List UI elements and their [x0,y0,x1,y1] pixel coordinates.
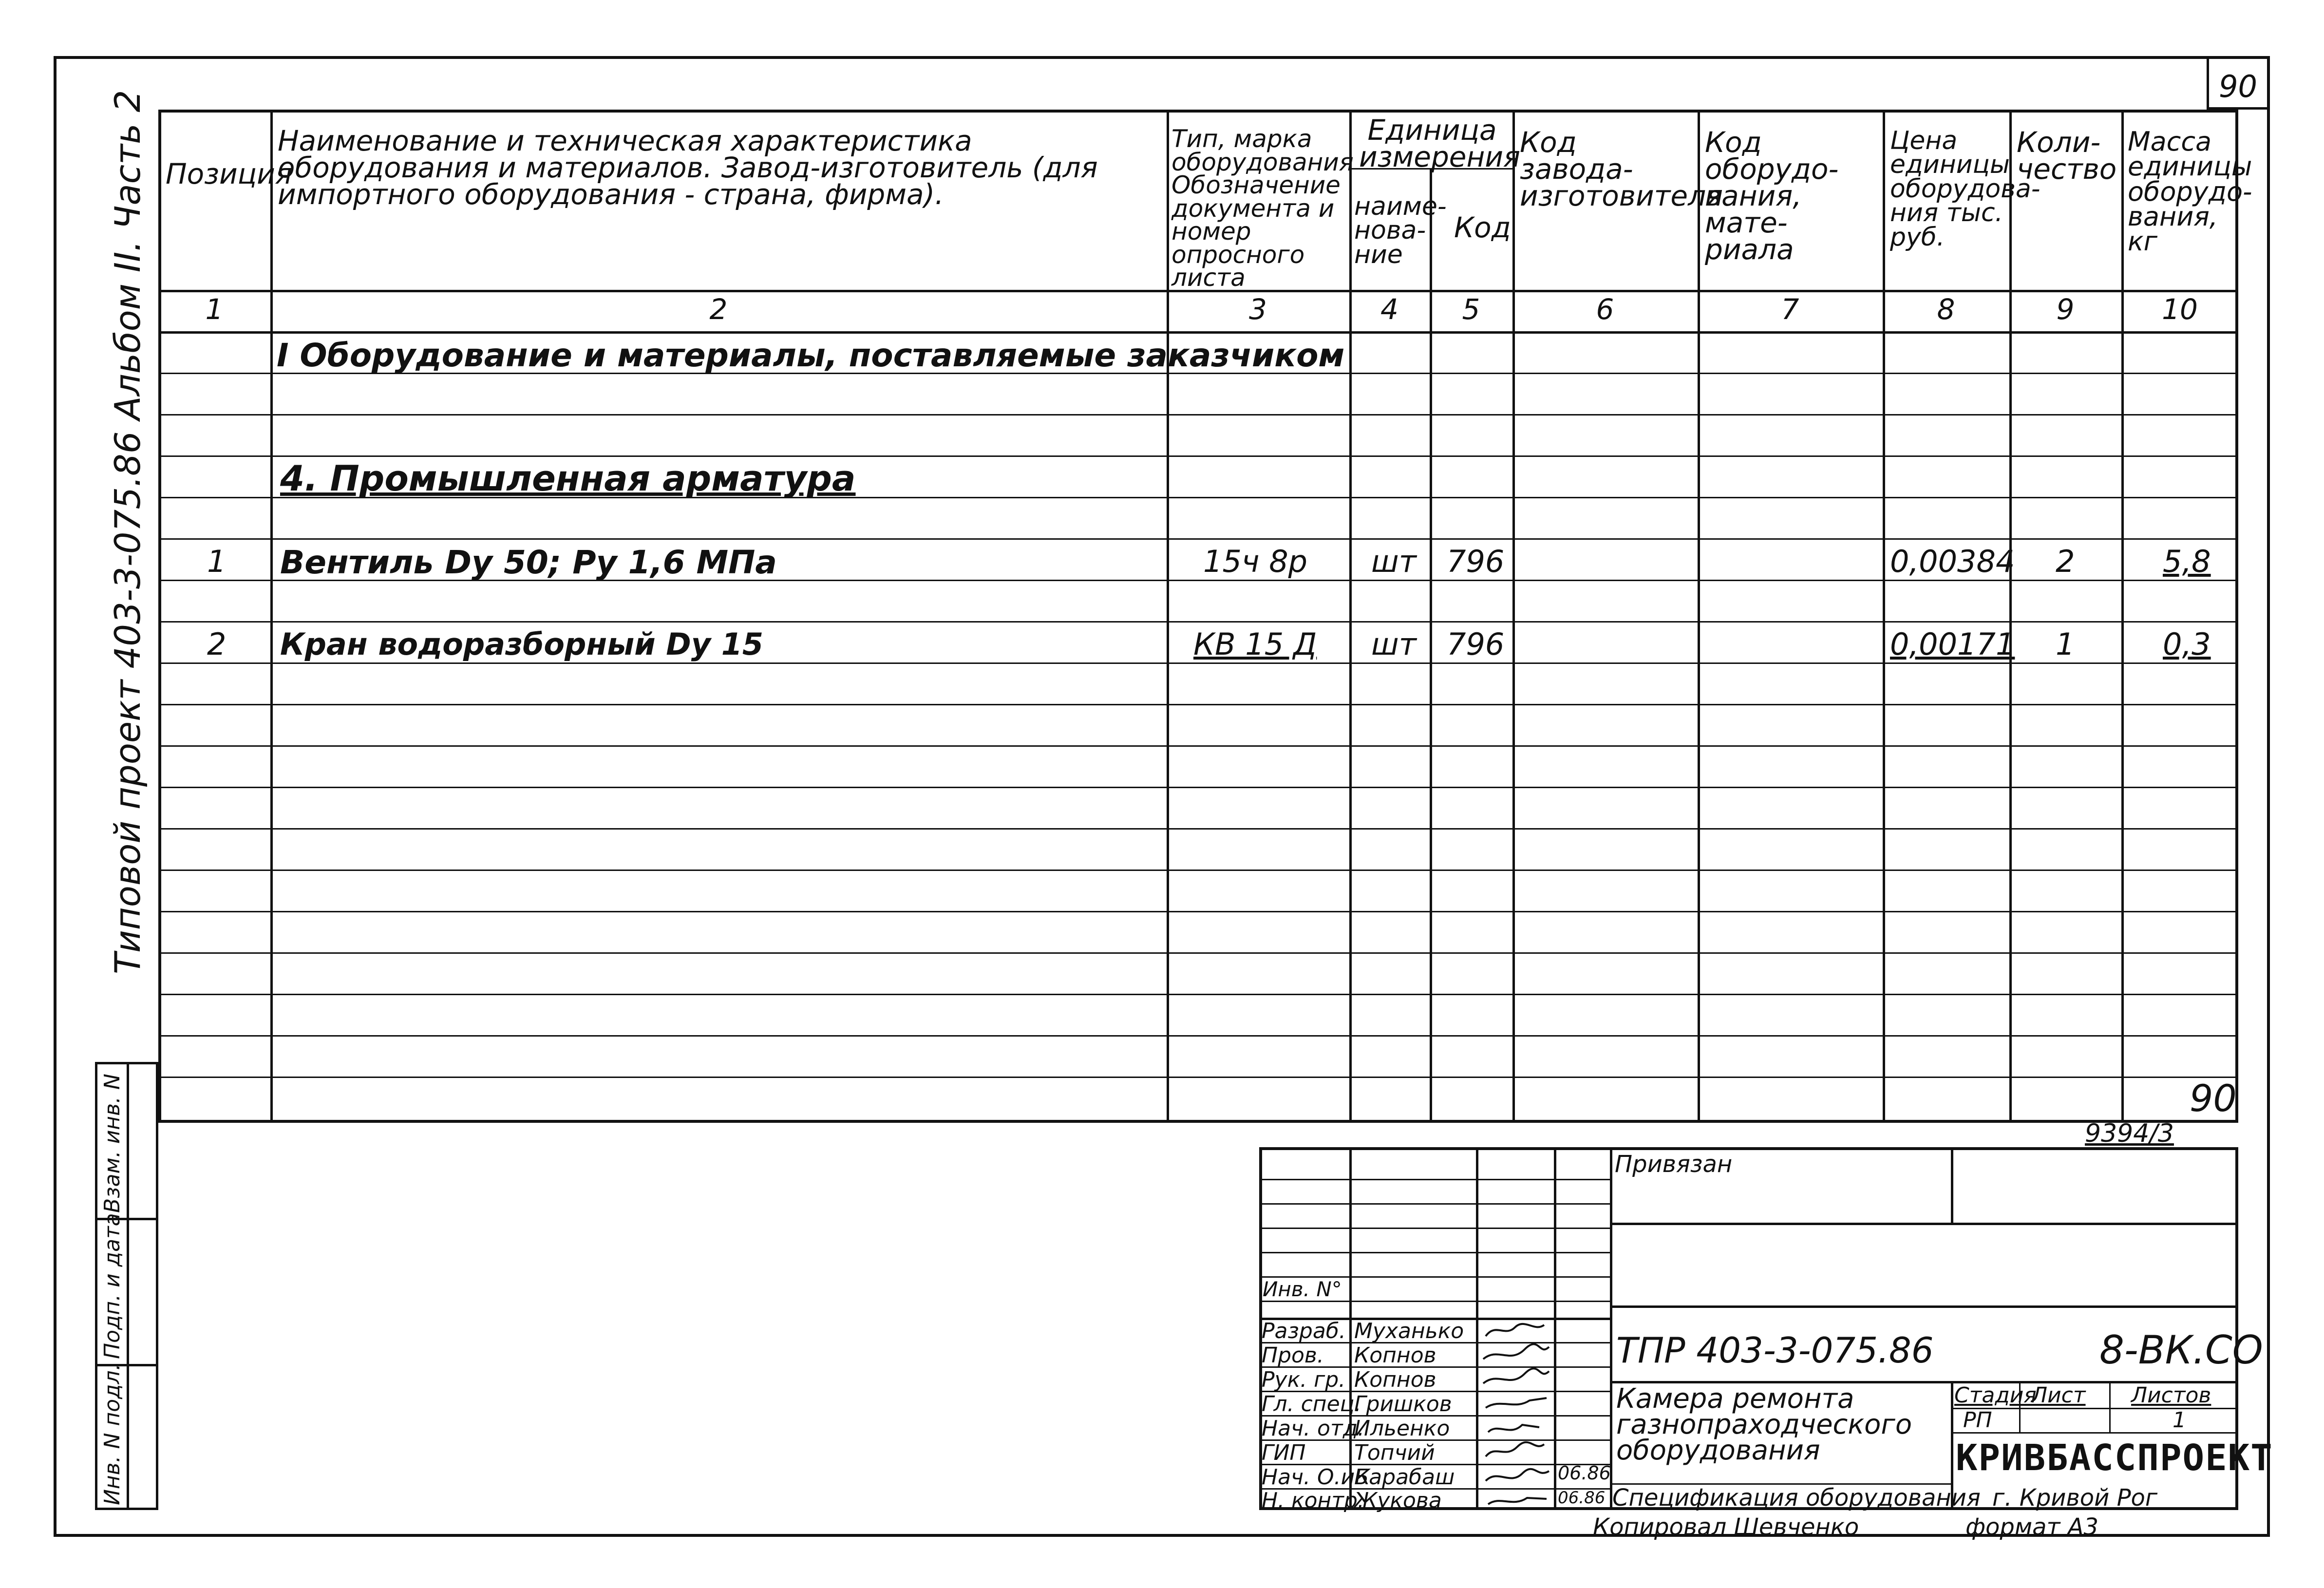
row1-type: 15ч 8р [1203,544,1308,579]
archive-number: 9394/3 [2085,1119,2174,1148]
row1-position: 1 [207,544,227,579]
row2-mass: 0,3 [2163,626,2211,662]
subsection-title: 4. Промышленная арматура [280,458,856,499]
row2-qty: 1 [2056,626,2075,662]
role-2: Пров. [1262,1343,1324,1368]
row1-qty: 2 [2056,544,2075,579]
row1-unit: шт [1371,544,1417,579]
header-unit-name: наиме-нова-ние [1354,192,1447,269]
colnum-4: 4 [1380,293,1398,326]
name-2: Копнов [1354,1343,1436,1368]
name-1: Муханько [1354,1319,1464,1343]
row1-name: Вентиль Dу 50; Ру 1,6 МПа [280,544,777,581]
linked-label: Привязан [1615,1151,1733,1178]
stage-label: Стадия [1954,1383,2037,1408]
header-position: Позиция [166,157,292,190]
role-3: Рук. гр. [1262,1367,1346,1392]
colnum-9: 9 [2056,293,2075,326]
header-unit-code: Код [1454,211,1511,244]
side-stamp-inv: Инв. N подл. [100,1363,125,1505]
colnum-5: 5 [1462,293,1480,326]
name-5: Ильенко [1354,1416,1450,1441]
colnum-2: 2 [709,293,728,326]
colnum-8: 8 [1937,293,1955,326]
role-6: ГИП [1262,1440,1306,1465]
name-6: Топчий [1354,1440,1435,1465]
role-1: Разраб. [1262,1319,1346,1343]
colnum-1: 1 [205,293,224,326]
row2-code: 796 [1447,626,1505,662]
side-stamp-sign: Подп. и дата [100,1213,125,1359]
org-name: КРИВБАССПРОЕКТ [1956,1437,2273,1479]
sheets-label: Листов [2131,1383,2211,1408]
colnum-10: 10 [2162,293,2198,326]
doc-title: Спецификация оборудования [1612,1484,1981,1512]
row2-unit: шт [1371,626,1417,662]
row2-type: КВ 15 Д [1193,626,1317,662]
row2-price: 0,00171 [1890,626,2015,662]
colnum-3: 3 [1249,293,1267,326]
header-type: Тип, марка оборудования Обозначение документа и номер опросного листа [1171,125,1354,292]
row1-price: 0,00384 [1890,544,2015,579]
name-4: Гришков [1354,1392,1452,1417]
page-number-bottom: 90 [2190,1077,2237,1120]
name-7: Барабаш [1354,1465,1455,1490]
side-stamp-replace: Взам. инв. N [100,1074,125,1213]
section-title: I Оборудование и материалы, поставляемые заказчиком [277,337,1345,374]
role-5: Нач. отд. [1262,1416,1364,1441]
name-3: Копнов [1354,1367,1436,1392]
stage-value: РП [1963,1408,1992,1433]
row2-name: Кран водоразборный Dу 15 [280,626,763,662]
sheet-code: 8-ВК.СО [2099,1327,2263,1373]
org-city: г. Кривой Рог [1992,1484,2158,1512]
row1-mass: 5,8 [2163,544,2211,579]
header-mass: Масса единицы оборудо-вания, кг [2128,126,2252,257]
colnum-6: 6 [1596,293,1614,326]
object-name: Камера ремонта газнопраходческого оборудования [1616,1383,1912,1467]
sheets-value: 1 [2173,1408,2186,1433]
header-quantity: Коли-чество [2017,126,2117,186]
signatures [1476,1318,1554,1510]
sheet-label: Лист [2031,1383,2086,1408]
role-7: Нач. О.иК [1262,1465,1370,1490]
side-title: Типовой проект 403-3-075.86 Альбом II. Часть 2 [107,90,148,974]
name-8: Жукова [1354,1488,1442,1513]
header-equipment-code: Код оборудо-вания, мате-риала [1705,126,1839,266]
header-unit-group: Единица измерения [1359,113,1520,174]
role-4: Гл. спец. [1262,1392,1361,1417]
header-maker-code: Код завода-изготовителя [1520,126,1723,213]
inv-no-label: Инв. N° [1263,1277,1342,1301]
sheet-format: формат А3 [1965,1513,2099,1541]
date-1: 06.86 [1558,1462,1611,1484]
header-name: Наименование и техническая характеристика оборудования и материалов. Завод-изготовитель (для импортного оборудования - страна, фирма). [278,124,1098,211]
role-8: Н. контр. [1262,1488,1364,1513]
row2-position: 2 [207,626,227,662]
page-number: 90 [2219,69,2257,104]
copied-by: Копировал Шевченко [1593,1513,1859,1541]
date-2: 06.86 [1558,1488,1606,1508]
row1-code: 796 [1447,544,1505,579]
doc-code: ТПР 403-3-075.86 [1616,1330,1934,1371]
colnum-7: 7 [1781,293,1799,326]
header-price: Цена единицы оборудова-ния тыс. руб. [1890,126,2041,252]
